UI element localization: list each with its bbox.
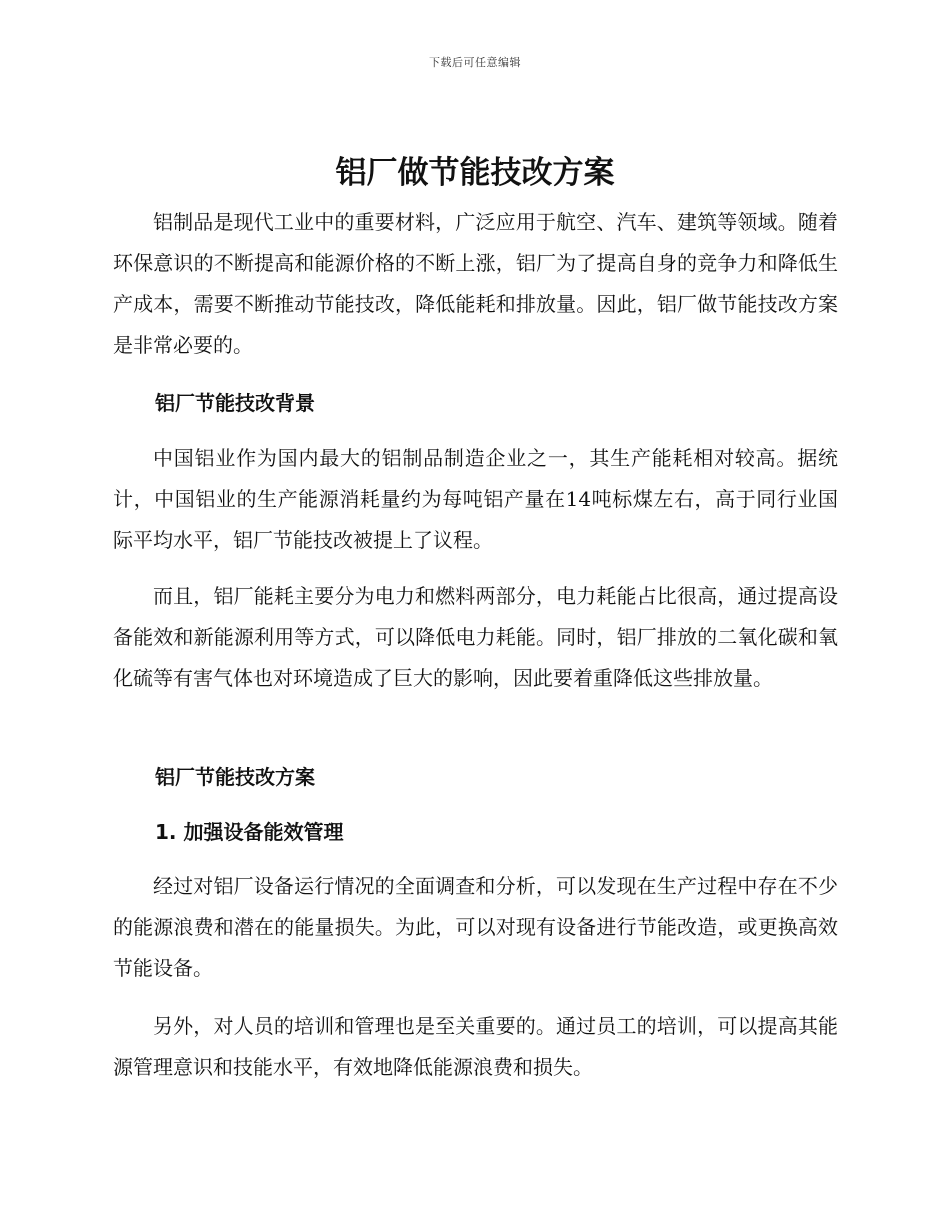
background-paragraph-1: 中国铝业作为国内最大的铝制品制造企业之一，其生产能耗相对较高。据统计，中国铝业的生产能源消耗量约为每吨铝产量在14吨标煤左右，高于同行业国际平均水平，铝厂节能技改被提上了议程。 — [113, 446, 838, 552]
subsection-heading-equipment-efficiency: 1. 加强设备能效管理 — [155, 820, 344, 844]
document-title: 铝厂做节能技改方案 — [335, 155, 615, 191]
section-heading-plan: 铝厂节能技改方案 — [155, 765, 315, 789]
plan-paragraph-2: 另外，对人员的培训和管理也是至关重要的。通过员工的培训，可以提高其能源管理意识和技能水平，有效地降低能源浪费和损失。 — [113, 1014, 838, 1079]
section-heading-background: 铝厂节能技改背景 — [155, 391, 315, 415]
header-note: 下载后可任意编辑 — [429, 56, 521, 69]
background-paragraph-2: 而且，铝厂能耗主要分为电力和燃料两部分，电力耗能占比很高，通过提高设备能效和新能源利用等方式，可以降低电力耗能。同时，铝厂排放的二氧化碳和氧化硫等有害气体也对环境造成了巨大的影响，因此要着重降低这些排放量。 — [113, 584, 838, 690]
intro-paragraph: 铝制品是现代工业中的重要材料，广泛应用于航空、汽车、建筑等领域。随着环保意识的不断提高和能源价格的不断上涨，铝厂为了提高自身的竞争力和降低生产成本，需要不断推动节能技改，降低能耗和排放量。因此，铝厂做节能技改方案是非常必要的。 — [113, 210, 838, 357]
plan-paragraph-1: 经过对铝厂设备运行情况的全面调查和分析，可以发现在生产过程中存在不少的能源浪费和潜在的能量损失。为此，可以对现有设备进行节能改造，或更换高效节能设备。 — [113, 874, 838, 980]
